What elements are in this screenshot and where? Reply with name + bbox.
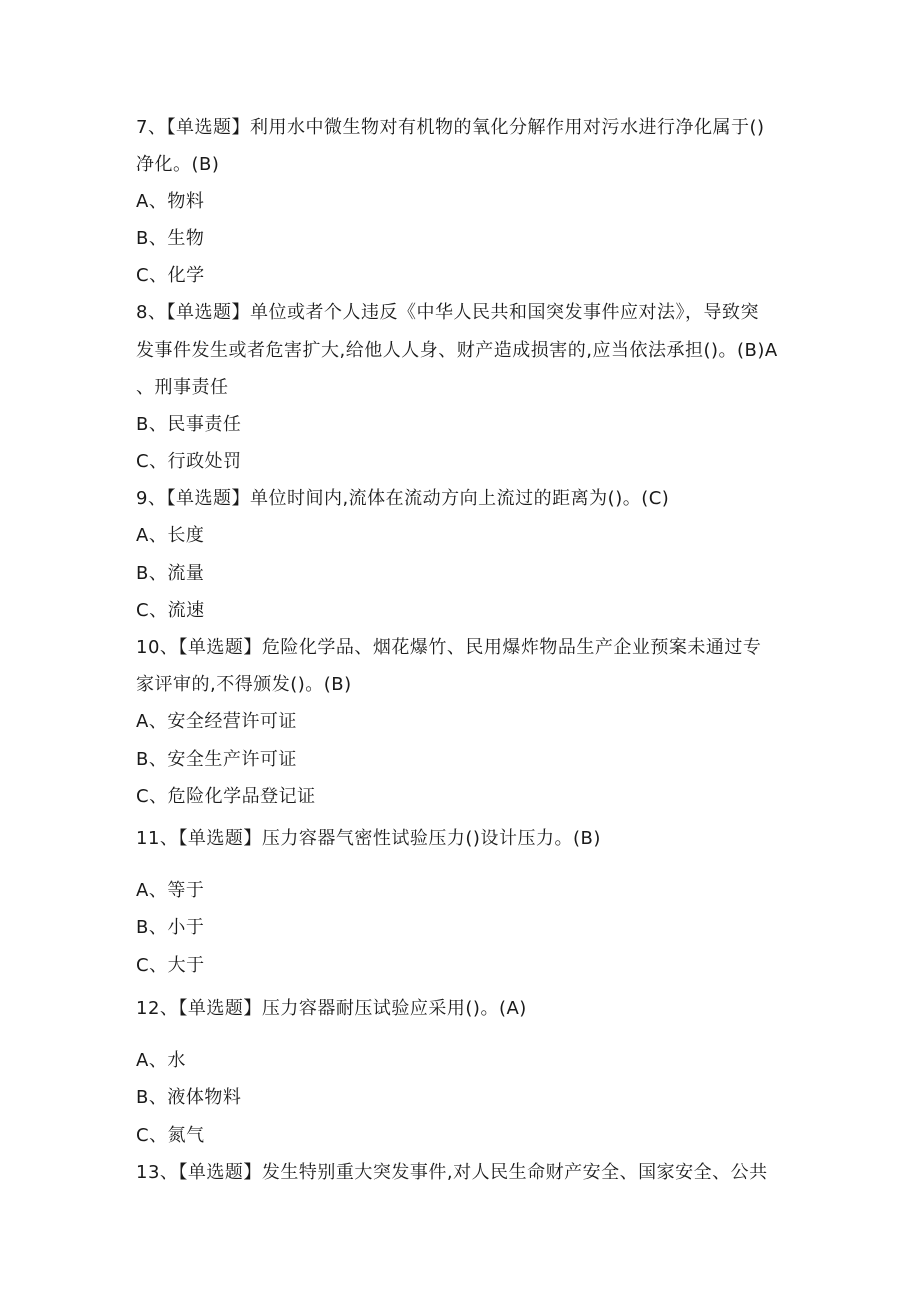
question-7-option-b: B、生物 [136, 228, 205, 249]
question-9-option-a: A、长度 [136, 525, 205, 546]
question-12-option-b: B、液体物料 [136, 1087, 242, 1108]
question-8-line-2: 发事件发生或者危害扩大,给他人人身、财产造成损害的,应当依法承担()。(B)A [136, 340, 778, 361]
question-7-option-a: A、物料 [136, 191, 205, 212]
question-9-option-c: C、流速 [136, 600, 205, 621]
question-10-line-2: 家评审的,不得颁发()。(B) [136, 674, 352, 695]
question-8-option-c: C、行政处罚 [136, 451, 242, 472]
question-10-option-b: B、安全生产许可证 [136, 749, 297, 770]
question-11-option-a: A、等于 [136, 880, 205, 901]
question-7-line-2: 净化。(B) [136, 154, 220, 175]
question-9-option-b: B、流量 [136, 563, 205, 584]
question-7-line-1: 7、【单选题】利用水中微生物对有机物的氧化分解作用对污水进行净化属于() [136, 117, 765, 138]
question-12-line-1: 12、【单选题】压力容器耐压试验应采用()。(A) [136, 998, 527, 1019]
question-11-option-c: C、大于 [136, 955, 205, 976]
question-9-line-1: 9、【单选题】单位时间内,流体在流动方向上流过的距离为()。(C) [136, 488, 670, 509]
question-8-option-a: 、刑事责任 [136, 377, 229, 398]
question-12-option-a: A、水 [136, 1050, 186, 1071]
question-11-option-b: B、小于 [136, 917, 205, 938]
question-13-line-1: 13、【单选题】发生特别重大突发事件,对人民生命财产安全、国家安全、公共 [136, 1162, 768, 1183]
question-12-option-c: C、氮气 [136, 1125, 205, 1146]
question-10-option-a: A、安全经营许可证 [136, 711, 297, 732]
question-10-option-c: C、危险化学品登记证 [136, 786, 316, 807]
question-11-line-1: 11、【单选题】压力容器气密性试验压力()设计压力。(B) [136, 828, 601, 849]
question-7-option-c: C、化学 [136, 265, 205, 286]
question-8-option-b: B、民事责任 [136, 414, 242, 435]
question-8-line-1: 8、【单选题】单位或者个人违反《中华人民共和国突发事件应对法》，导致突 [136, 302, 759, 323]
question-10-line-1: 10、【单选题】危险化学品、烟花爆竹、民用爆炸物品生产企业预案未通过专 [136, 637, 762, 658]
